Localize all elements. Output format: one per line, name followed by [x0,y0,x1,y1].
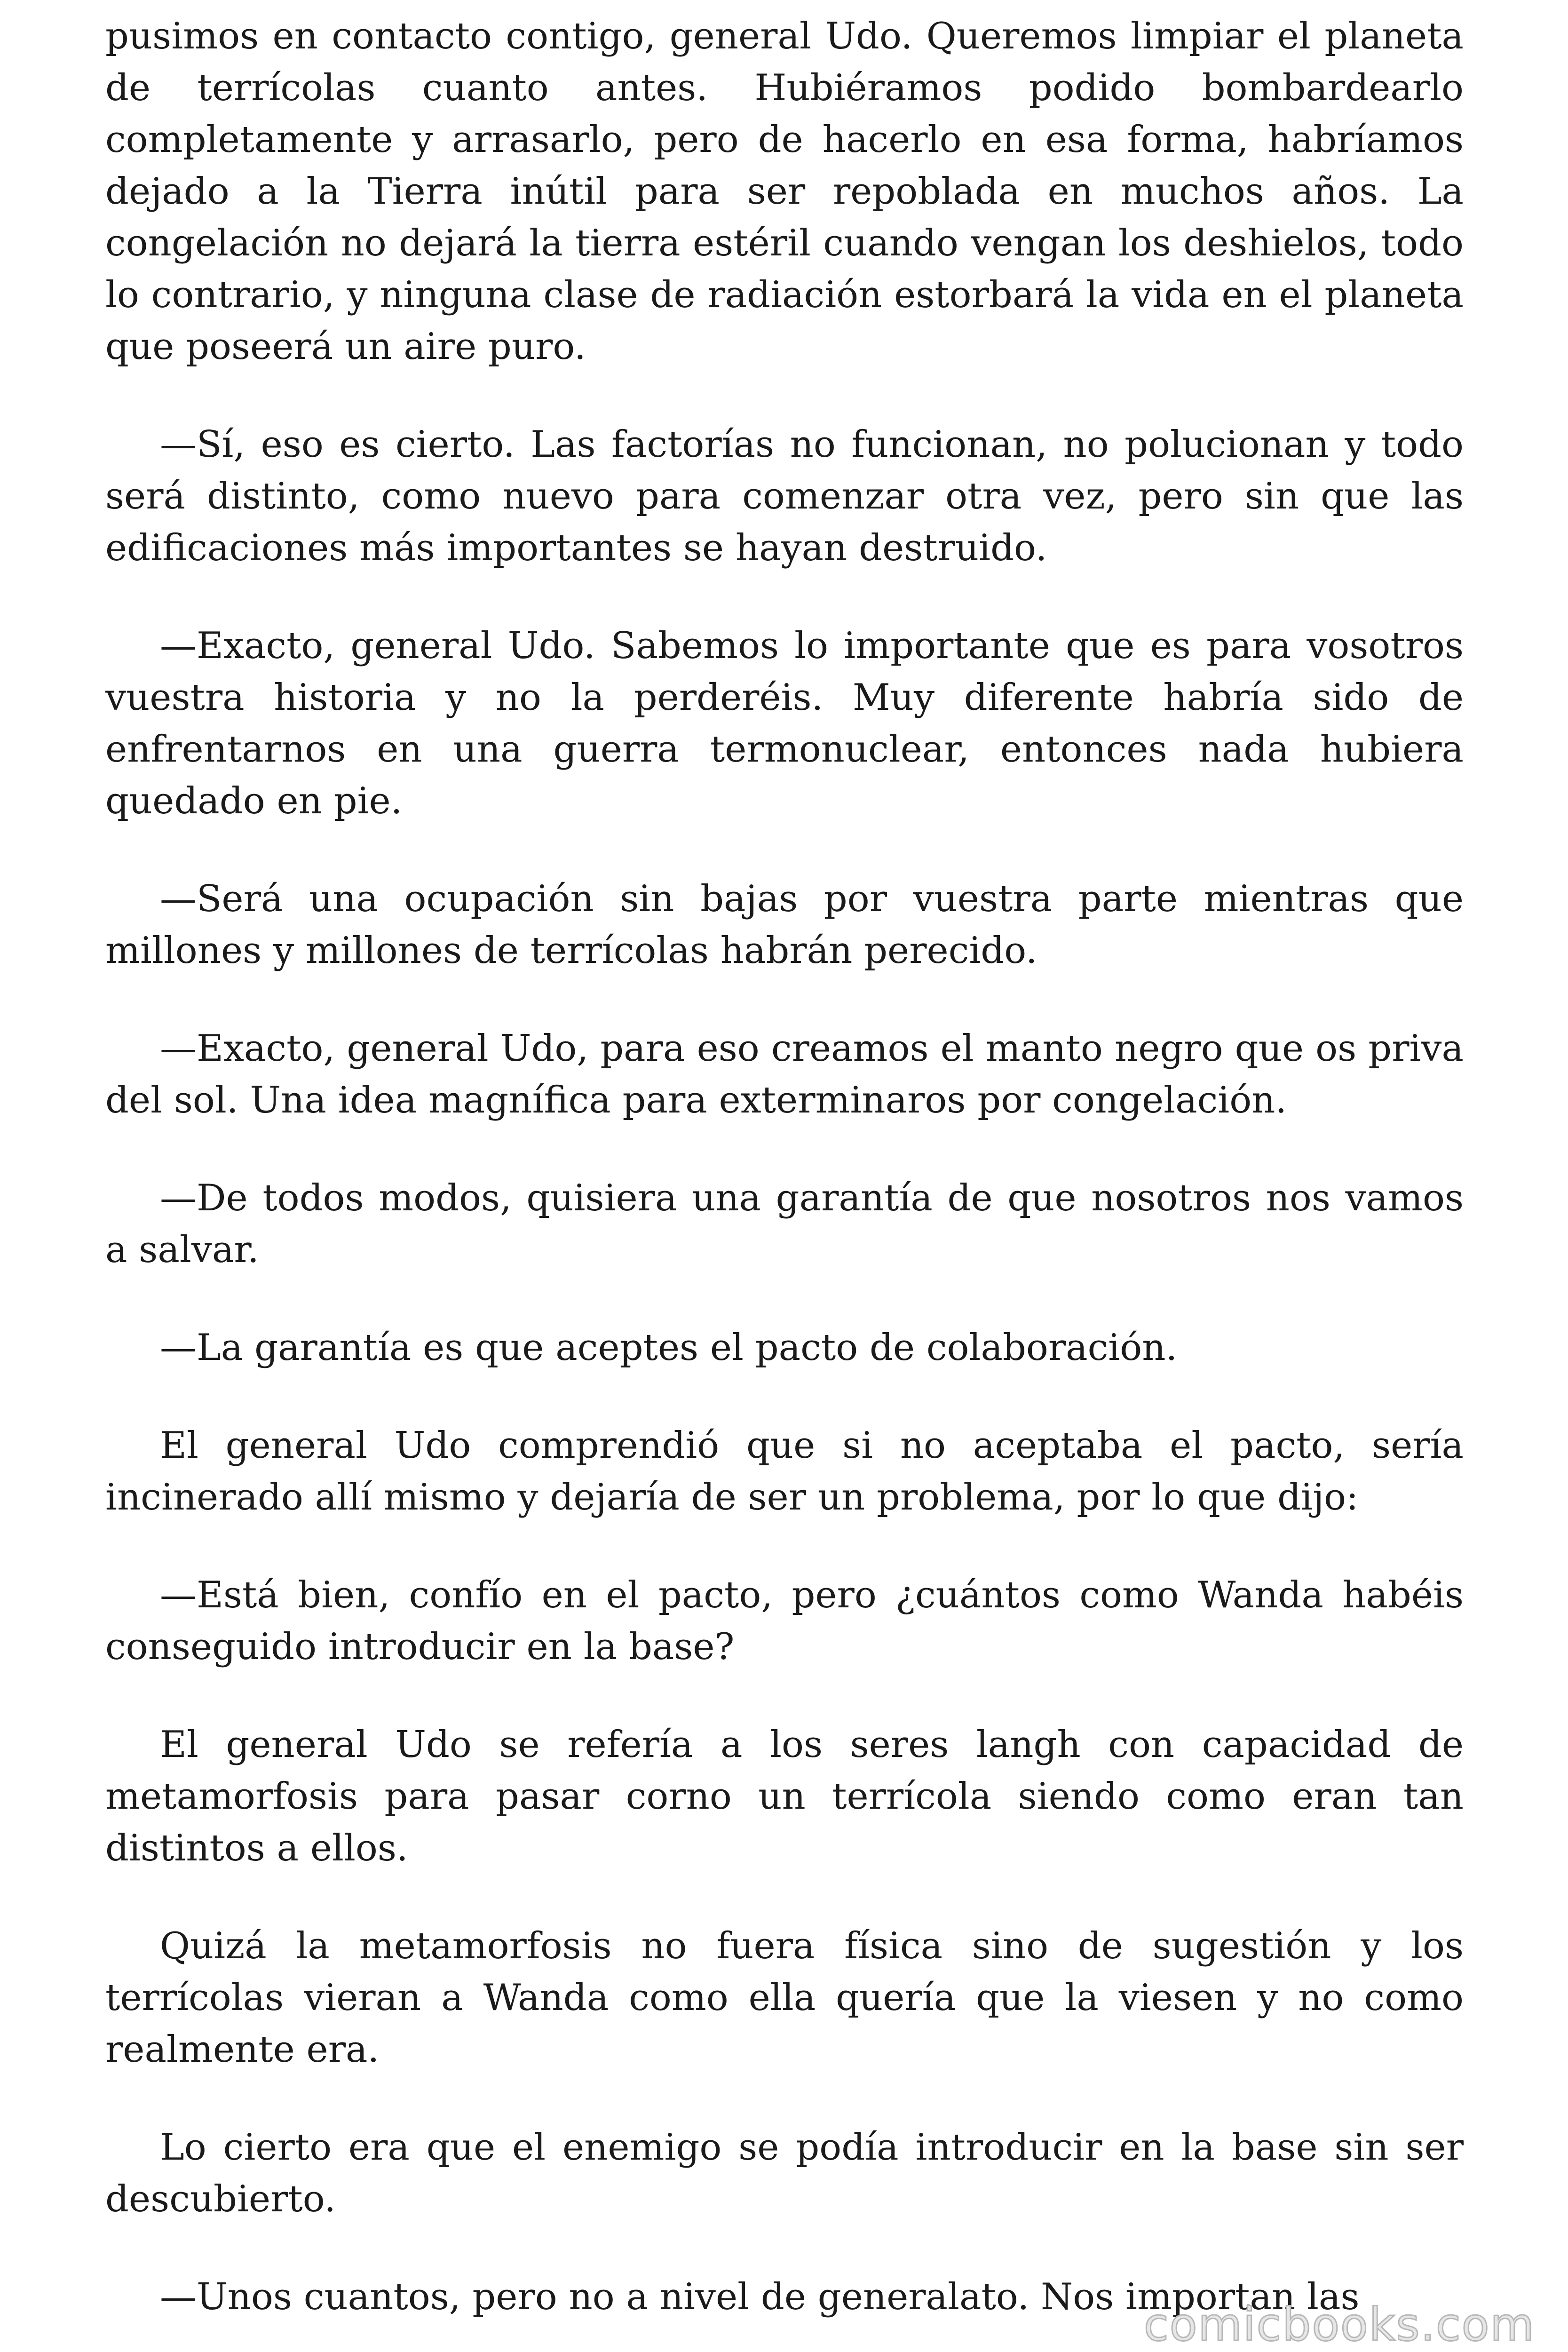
body-text [105,10,1464,2323]
paragraph-2: —Sí, eso es cierto. Las factorías no funcionan, no polucionan y todo será distinto, como nuevo para comenzar otra vez, pero sin que las edificaciones más importantes se hayan destruido. [105,423,1464,569]
paragraph-9: —Está bien, confío en el pacto, pero ¿cuántos como Wanda habéis conseguido introducir en la base? [105,1574,1464,1668]
paragraph-5: —Exacto, general Udo, para eso creamos el manto negro que os priva del sol. Una idea magnífica para exterminaros por congelación. [105,1027,1464,1121]
paragraph-7: —La garantía es que aceptes el pacto de colaboración. [160,1327,1178,1369]
paragraph-1: pusimos en contacto contigo, general Udo. Queremos limpiar el planeta de terrícolas cuanto antes. Hubiéramos podido bombardearlo completamente y arrasarlo, pero de hacerlo en esa forma, habríamos dejado a la Tierra inútil para ser repoblada en muchos años. La congelación no dejará la tierra estéril cuando vengan los deshielos, todo lo contrario, y ninguna clase de radiación estorbará la vida en el planeta que poseerá un aire puro. [105,15,1464,368]
paragraph-6: —De todos modos, quisiera una garantía de que nosotros nos vamos a salvar. [105,1177,1464,1271]
paragraph-11: Quizá la metamorfosis no fuera física sino de sugestión y los terrícolas vieran a Wanda como ella quería que la viesen y no como realmente era. [105,1925,1464,2071]
paragraph-12: Lo cierto era que el enemigo se podía introducir en la base sin ser descubierto. [105,2126,1464,2220]
paragraph-13: —Unos cuantos, pero no a nivel de generalato. Nos importan las [160,2276,1360,2318]
watermark-logo: comicbooks.com [1143,2298,1535,2351]
paragraph-8: El general Udo comprendió que si no aceptaba el pacto, sería incinerado allí mismo y dejaría de ser un problema, por lo que dijo: [105,1424,1464,1518]
paragraph-3: —Exacto, general Udo. Sabemos lo importante que es para vosotros vuestra historia y no la perderéis. Muy diferente habría sido de enfrentarnos en una guerra termonuclear, entonces nada hubiera quedado en pie. [105,625,1464,822]
paragraph-4: —Será una ocupación sin bajas por vuestra parte mientras que millones y millones de terrícolas habrán perecido. [105,878,1464,972]
paragraph-10: El general Udo se refería a los seres langh con capacidad de metamorfosis para pasar corno un terrícola siendo como eran tan distintos a ellos. [105,1724,1464,1869]
